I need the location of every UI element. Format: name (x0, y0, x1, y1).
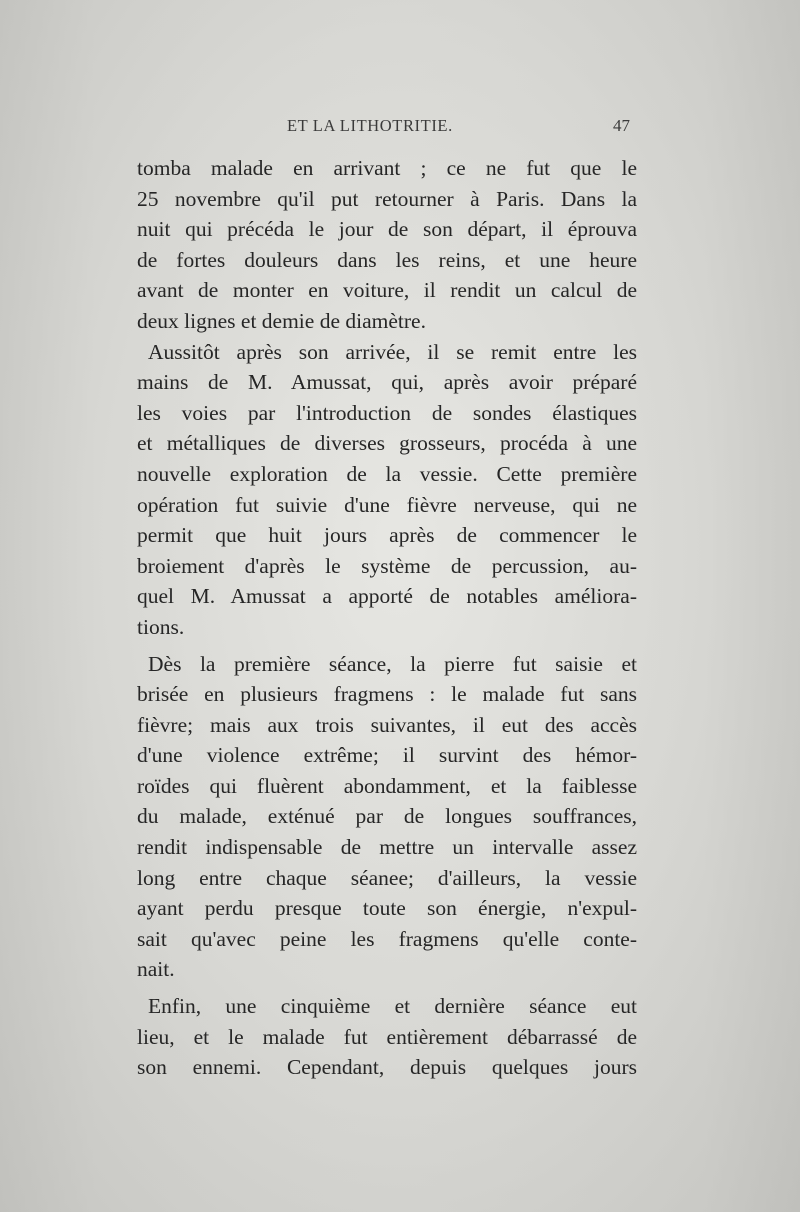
text-line: et métalliques de diverses grosseurs, procéda à une (137, 431, 637, 456)
text-line: fièvre; mais aux trois suivantes, il eut des accès (137, 712, 637, 737)
text-line: nait. (137, 957, 175, 982)
paragraph-4 (137, 991, 637, 1083)
body-text (137, 153, 637, 1083)
text-line: 25 novembre qu'il put retourner à Paris. Dans la (137, 186, 637, 211)
text-line: broiement d'après le système de percussion, au- (137, 553, 637, 578)
text-line: lieu, et le malade fut entièrement débarrassé de (137, 1024, 637, 1049)
text-line: brisée en plusieurs fragmens : le malade fut sans (137, 682, 637, 707)
text-line: tions. (137, 614, 185, 639)
text-line: quel M. Amussat a apporté de notables améliora- (137, 584, 637, 609)
text-line: permit que huit jours après de commencer le (137, 523, 637, 548)
running-head (0, 116, 800, 144)
text-line: tomba malade en arrivant ; ce ne fut que le (137, 156, 637, 180)
text-line: nuit qui précéda le jour de son départ, il éprouva (137, 217, 637, 242)
paragraph-2 (137, 337, 637, 643)
text-line: roïdes qui fluèrent abondamment, et la faiblesse (137, 773, 637, 798)
text-line: les voies par l'introduction de sondes élastiques (137, 400, 637, 425)
paragraph-1 (137, 153, 637, 337)
text-line: nouvelle exploration de la vessie. Cette première (137, 461, 637, 486)
page-number: 47 (613, 116, 630, 135)
text-line: du malade, exténué par de longues souffrances, (137, 804, 637, 829)
text-line: d'une violence extrême; il survint des hémor- (137, 743, 637, 768)
text-line: de fortes douleurs dans les reins, et une heure (137, 247, 637, 272)
text-line: son ennemi. Cependant, depuis quelques jours (137, 1055, 637, 1080)
text-line: avant de monter en voiture, il rendit un calcul de (137, 278, 637, 303)
text-line: mains de M. Amussat, qui, après avoir préparé (137, 370, 637, 395)
text-line: opération fut suivie d'une fièvre nerveuse, qui ne (137, 492, 637, 517)
text-line: rendit indispensable de mettre un intervalle assez (137, 835, 637, 860)
text-line: sait qu'avec peine les fragmens qu'elle conte- (137, 926, 637, 951)
running-title: ET LA LITHOTRITIE. (287, 116, 453, 135)
text-line: Aussitôt après son arrivée, il se remit entre les (148, 339, 637, 364)
text-line: ayant perdu presque toute son énergie, n'expul- (137, 896, 637, 921)
text-line: Dès la première séance, la pierre fut saisie et (148, 651, 637, 676)
paragraph-3 (137, 649, 637, 986)
text-line: Enfin, une cinquième et dernière séance eut (148, 994, 637, 1019)
text-line: deux lignes et demie de diamètre. (137, 308, 426, 333)
text-line: long entre chaque séanee; d'ailleurs, la vessie (137, 865, 637, 890)
